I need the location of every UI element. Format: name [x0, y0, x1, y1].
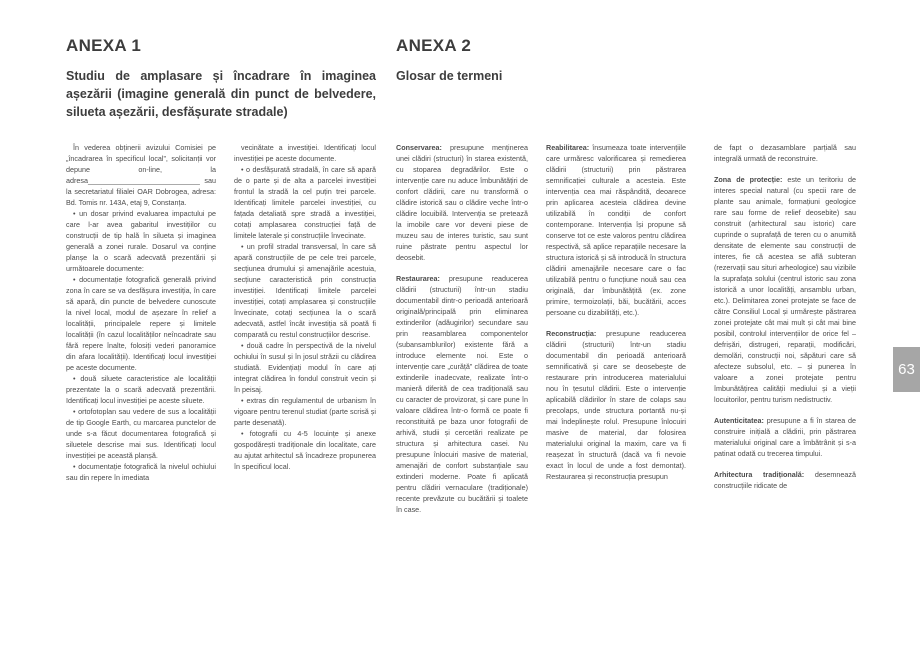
anexa2-title: ANEXA 2	[396, 36, 472, 55]
definition-term: Autenticitatea:	[714, 416, 764, 425]
definition-zona-de-protectie	[714, 174, 856, 405]
definition-body: presupune a fi în starea de construire inițială a clădirii, prin păstrarea materialului original care a îmbătrânit și s-a patinat odată cu trecerea timpului.	[714, 416, 856, 458]
definition-reabilitarea	[546, 142, 686, 318]
definition-body: presupune menținerea unei clădiri (structuri) în starea existentă, cu stoparea degradărilor. Este o intervenție care nu aduce îmbunătățiri de confort clădirii, care nu transformă o clădire istorică sau o clădire veche într-o clădire locuibilă. Intervenția se pretează la imobile care vor deveni piese de muzeu sau de interes turistic, sau sunt ruine păstrate pentru aspectul lor deosebit.	[396, 143, 528, 262]
body-columns	[66, 142, 856, 525]
definition-body: însumeaza toate intervențiile care urmăresc valorificarea și remedierea clădirii (structurii) prin păstrarea semnificației culturale a acesteia. Este intervenția cea mai răspândită, deoarece prin aplicarea acesteia clădirea devine utilizabilă în condiții de confort contemporane. Intervenția își propune să conserve tot ce este valoros pentru clădirea respectivă, să aplice reparațiile necesare la structura istorică și să introducă în structura clădirii amenajările necesare care o fac utilizabilă pentru o funcțiune nouă sau cea originală, dar îmbunătățită (ex. zone primire, termoizolații, băi, bucătării, acces persoane cu dizabilități, etc.).	[546, 143, 687, 317]
definition-term: Zona de protecție:	[714, 175, 783, 184]
definition-term: Reabilitarea:	[546, 143, 590, 152]
paragraph-intro: În vederea obținerii avizului Comisiei pe „încadrarea în specificul local”, solicitanții vor depune on-line, la adresa____________________________ sau la secretariatul filialei OAR Dobrogea, adresa: Bd. Tomis nr. 143A, etaj 9, Constanța.	[66, 143, 216, 207]
page-number-tab	[893, 347, 920, 392]
column-glossary-1	[396, 142, 528, 525]
bullet-paragraph: • un profil stradal transversal, în care să apară construcțiile de pe cele trei parcele, secțiunea drumului și amenajările acestuia, secțiune caracteristică prin construcția investiției. Identificați limitele parcelei investiției, cotați amplasarea și construcțiile învecinate, cotați secțiunea la o scară adecvată, astfel încât investiția să poată fi comparată cu restul construcțiilor descrise.	[234, 242, 376, 339]
bullet-paragraph: • documentație fotografică generală privind zona în care se va desfășura investiția, în care să apară, din puncte de belvedere cunoscute la nivel local, modul de așezare în relief a localității, principalele repere și limitele localității (în cazul localităților neîncadrate sau fără repere înalte, folosiți vederi panoramice din afara localității). Identificați locul investiției pe aceste documente.	[66, 275, 216, 372]
anexa1-subtitle: Studiu de amplasare și încadrare în imaginea așezării (imagine generală din punct de belvedere, silueta așezării, desfășurate stradale)	[66, 69, 376, 119]
definition-body: este un teritoriu de interes special natural (cu specii rare de plante sau animale, formațiuni geologice rare sau forme de relief deosebite) sau construit (arhitectural sau istoric) care cuprinde o suprafață de teren cu o anumită densitate de elemente sau construcții de interes, fie că acestea se află subteran (rezervații sau situri arheologice) sau vizibile la suprafața solului (centrul istoric sau zona istorică a unor localități, ansamblu urban, etc.). Delimitarea zonei protejate se face de către Consiliul Local și urmărește păstrarea zonei protejate cât mai mult și cât mai bine posibil, controlul intervențiilor de orice fel – defrișări, distrugeri, reparații, modificări, demolări, construcții noi, săpături care să afecteze subsolul, etc. – și punerea în valoare a zonei protejate pentru îmbunătățirea calității mediului și a vieții locuitorilor, pentru turism nedistructiv.	[714, 175, 856, 404]
page-header	[66, 36, 856, 142]
paragraph-continuation: de fapt o dezasamblare parțială sau integrală urmată de reconstruire.	[714, 143, 856, 163]
definition-term: Restaurarea:	[396, 274, 440, 283]
bullet-paragraph: • o desfășurată stradală, în care să apară de o parte și de alta a parcelei investiției frontul la stradă la cel puțin trei parcele. Identificați limitele parcelei investiției, cu fațada detaliată spre stradă a investiției, cotați amplasarea construcției față de limitele laterale și construcțiile învecinate.	[234, 165, 376, 240]
definition-reconstructia	[546, 328, 686, 482]
column-glossary-2	[546, 142, 686, 525]
definition-body: presupune readucerea clădirii (structurii) într-un stadiu documentabil din perioadă anterioară semnificativă și care se deosebește de restaurare prin introducerea materialului nou în țesutul clădirii. Este o intervenție aplicabilă clădirilor în stare de colaps sau precolaps, unde structura portantă nu-și mai îndeplinește rolul. Presupune înlocuiri masive de material, dar folosirea materialului original la maxim, care va fi reașezat în structură (dacă va fi nevoie exact în locul de unde a fost demontat). Restaurarea și reconstrucția presupun	[546, 329, 686, 481]
bullet-paragraph: • extras din regulamentul de urbanism în vigoare pentru terenul studiat (parte scrisă și parte desenată).	[234, 396, 376, 427]
definition-term: Reconstrucția:	[546, 329, 597, 338]
bullet-paragraph: • un dosar privind evaluarea impactului pe care l-ar avea gabaritul investițiilor cu construcții de tip hală în silueta și imaginea generală a zonei rurale. Dosarul va conține planșe la o scară adecvată prezentării și următoarele documente:	[66, 209, 216, 273]
definition-autenticitatea	[714, 415, 856, 459]
column-anexa1-left	[66, 142, 216, 525]
definition-arhitectura-traditionala	[714, 469, 856, 491]
bullet-paragraph: • documentație fotografică la nivelul ochiului sau din repere în imediata	[66, 462, 216, 482]
column-glossary-3	[714, 142, 856, 525]
bullet-paragraph: • două cadre în perspectivă de la nivelul ochiului în susul și în josul străzii cu clădirea studiată. Evidențiați modul în care ați integrat clădirea în fondul construit vecin și în peisaj.	[234, 341, 376, 394]
definition-body: presupune readucerea clădirii (structurii) într-un stadiu documentabil dintr-o perioadă anterioară originală/principală prin eliminarea extinderilor (adăugirilor) secundare sau prin reasamblarea componentelor (subansamblurilor) existente fără a introduce elemente noi. Este o intervenție care „curăță” clădirea de toate extinderile inadecvate, realizate într-o manieră diferită de cea tradițională sau cu caracter de provizorat, și care pune în valoare clădirea într-o formă ce poate fi reconstituită pe baza unor fotografii de arhivă, studii și cercetări realizate pe structura și arhitectura casei. Nu presupune înlocuiri masive de material, amenajări de confort substanțiale sau extinderi moderne. Poate fi aplicată pentru clădiri vernaculare (tradiționale) recente prevăzute cu bucătării și toalete în case.	[396, 274, 528, 514]
definition-term: Conservarea:	[396, 143, 442, 152]
definition-body: desemnează construcțiile ridicate de	[714, 470, 856, 490]
definition-restaurarea	[396, 273, 528, 515]
column-anexa1-right	[234, 142, 376, 525]
paragraph-continuation: vecinătate a investiției. Identificați locul investiției pe aceste documente.	[234, 143, 376, 163]
anexa2-header	[396, 36, 856, 142]
bullet-paragraph: • ortofotoplan sau vedere de sus a localității de tip Google Earth, cu marcarea punctelor de unde s-a făcut documentarea fotografică și siluetele descrise mai sus. Identificați locul investiției pe această planșă.	[66, 407, 216, 460]
definition-conservarea	[396, 142, 528, 263]
bullet-paragraph: • două siluete caracteristice ale localității prezentate la o scară adecvată prezentării. Identificați locul investiției pe aceste siluete.	[66, 374, 216, 405]
page-number: 63	[898, 361, 915, 378]
anexa2-subtitle: Glosar de termeni	[396, 69, 503, 83]
anexa1-title: ANEXA 1	[66, 36, 142, 55]
page-content	[66, 36, 856, 525]
definition-term: Arhitectura tradițională:	[714, 470, 805, 479]
bullet-paragraph: • fotografii cu 4-5 locuințe și anexe gospodărești tradiționale din localitate, care au ajutat arhitectul să încadreze propunerea în specificul local.	[234, 429, 376, 471]
anexa1-header	[66, 36, 376, 142]
